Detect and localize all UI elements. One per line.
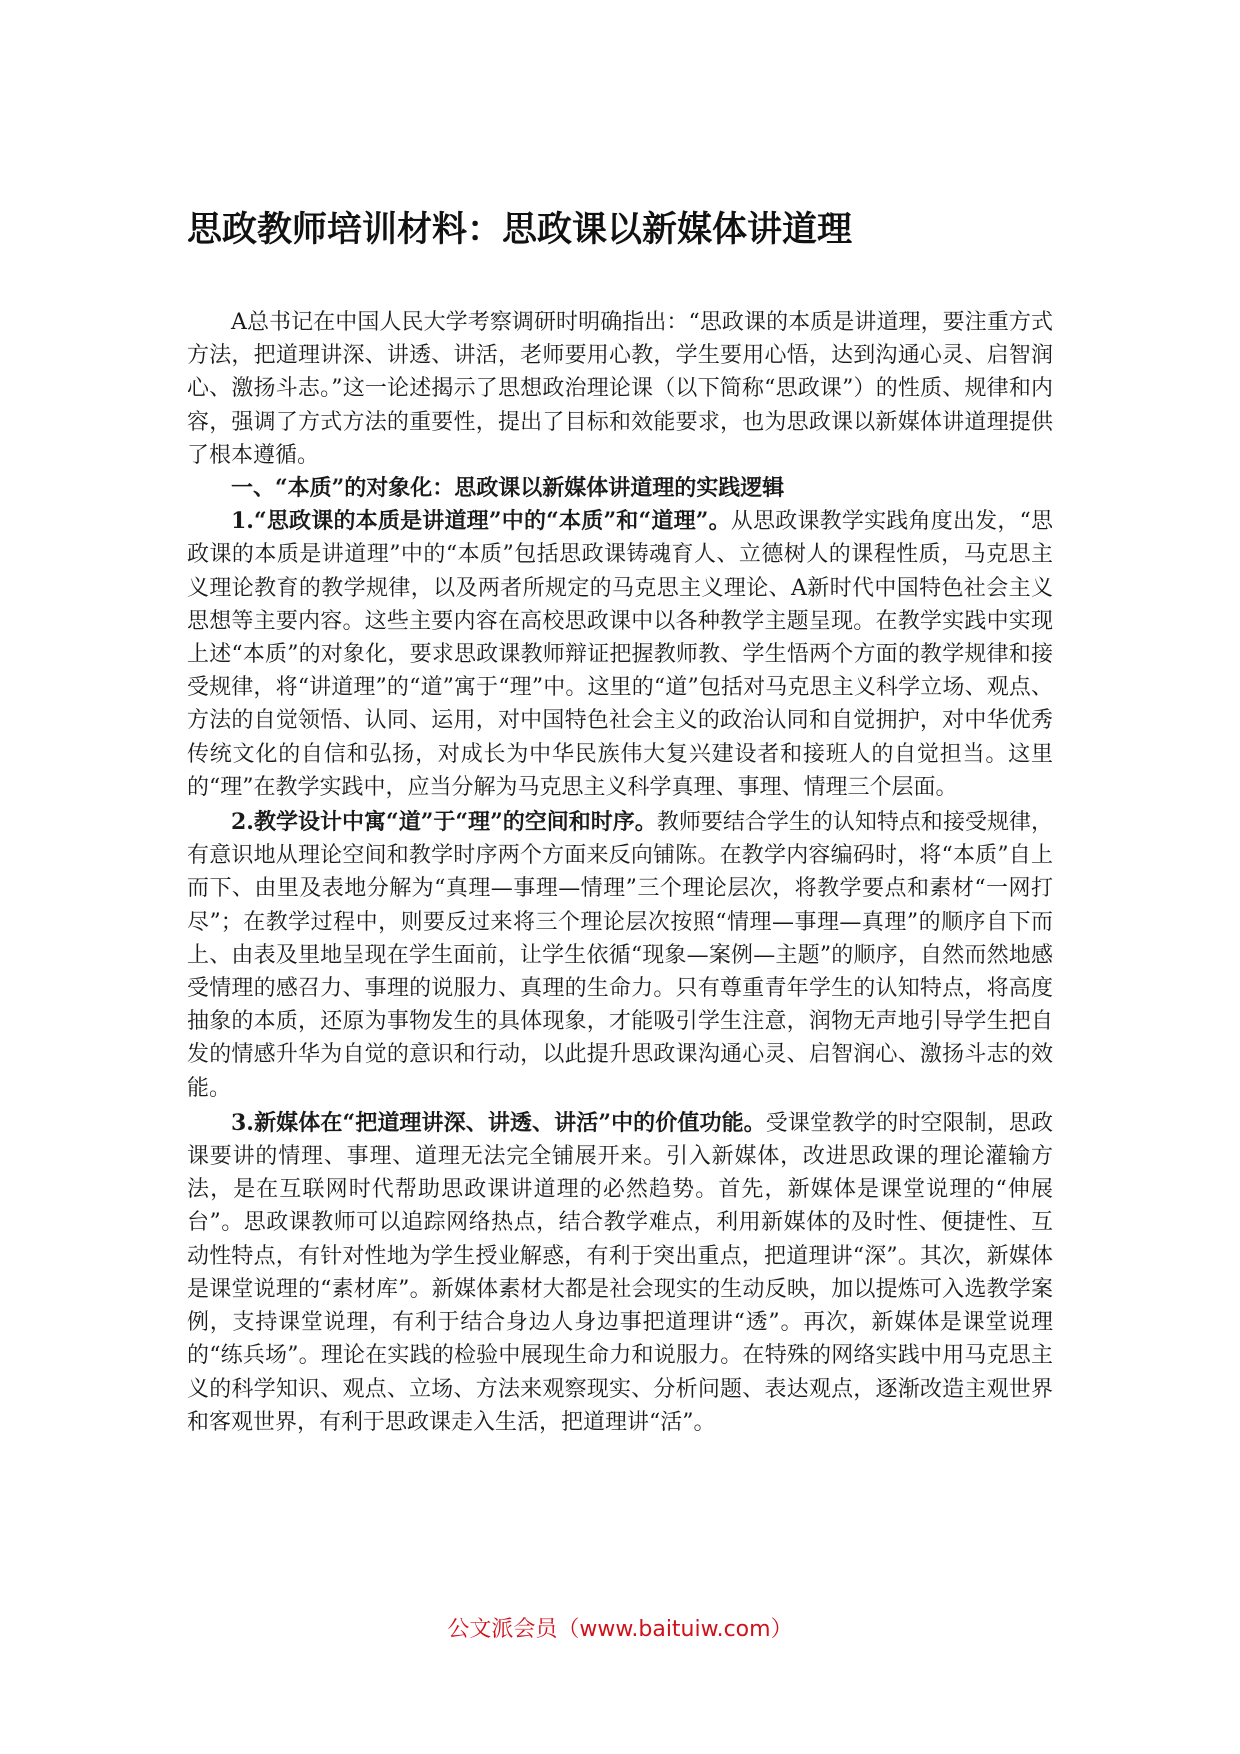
document-title: 思政教师培训材料：思政课以新媒体讲道理: [187, 210, 853, 250]
document-body: [187, 306, 1053, 1439]
paragraph-3-text: 受课堂教学的时空限制，思政课要讲的情理、事理、道理无法完全铺展开来。引入新媒体，改进思政课的理论灌输方法，是在互联网时代帮助思政课讲道理的必然趋势。首先，新媒体是课堂说理的“伸展台”。思政课教师可以追踪网络热点，结合教学难点，利用新媒体的及时性、便捷性、互动性特点，有针对性地为学生授业解惑，有利于突出重点，把道理讲“深”。其次，新媒体是课堂说理的“素材库”。新媒体素材大都是社会现实的生动反映，加以提炼可入选教学案例，支持课堂说理，有利于结合身边人身边事把道理讲“透”。再次，新媒体是课堂说理的“练兵场”。理论在实践的检验中展现生命力和说服力。在特殊的网络实践中用马克思主义的科学知识、观点、立场、方法来观察现实、分析问题、表达观点，逐渐改造主观世界和客观世界，有利于思政课走入生活，把道理讲“活”。: [187, 1110, 1053, 1435]
paragraph-2-lead: 2.教学设计中寓“道”于“理”的空间和时序。: [231, 809, 657, 836]
paragraph-2: [187, 806, 1053, 1105]
footer-watermark: [0, 1615, 1240, 1645]
intro-paragraph: A总书记在中国人民大学考察调研时明确指出：“思政课的本质是讲道理，要注重方式方法，把道理讲深、讲透、讲活，老师要用心教，学生要用心悟，达到沟通心灵、启智润心、激扬斗志。”这一论述揭示了思想政治理论课（以下简称“思政课”）的性质、规律和内容，强调了方式方法的重要性，提出了目标和效能要求，也为思政课以新媒体讲道理提供了根本遵循。: [187, 310, 1053, 468]
paragraph-3: [187, 1107, 1053, 1439]
footer-text: 公文派会员（www.baituiw.com）: [447, 1617, 793, 1642]
paragraph-2-text: 教师要结合学生的认知特点和接受规律，有意识地从理论空间和教学时序两个方面来反向铺陈。在教学内容编码时，将“本质”自上而下、由里及表地分解为“真理—事理—情理”三个理论层次，将教学要点和素材“一网打尽”；在教学过程中，则要反过来将三个理论层次按照“情理—事理—真理”的顺序自下而上、由表及里地呈现在学生面前，让学生依循“现象—案例—主题”的顺序，自然而然地感受情理的感召力、事理的说服力、真理的生命力。只有尊重青年学生的认知特点，将高度抽象的本质，还原为事物发生的具体现象，才能吸引学生注意，润物无声地引导学生把自发的情感升华为自觉的意识和行动，以此提升思政课沟通心灵、启智润心、激扬斗志的效能。: [187, 810, 1053, 1101]
section-heading: 一、“本质”的对象化：思政课以新媒体讲道理的实践逻辑: [231, 475, 785, 502]
paragraph-1-text: 从思政课教学实践角度出发，“思政课的本质是讲道理”中的“本质”包括思政课铸魂育人、立德树人的课程性质，马克思主义理论教育的教学规律，以及两者所规定的马克思主义理论、A新时代中国特色社会主义思想等主要内容。这些主要内容在高校思政课中以各种教学主题呈现。在教学实践中实现上述“本质”的对象化，要求思政课教师辩证把握教师教、学生悟两个方面的教学规律和接受规律，将“讲道理”的“道”寓于“理”中。这里的“道”包括对马克思主义科学立场、观点、方法的自觉领悟、认同、运用，对中国特色社会主义的政治认同和自觉拥护，对中华优秀传统文化的自信和弘扬，对成长为中华民族伟大复兴建设者和接班人的自觉担当。这里的“理”在教学实践中，应当分解为马克思主义科学真理、事理、情理三个层面。: [187, 509, 1053, 800]
paragraph-1-lead: 1.“思政课的本质是讲道理”中的“本质”和“道理”。: [231, 508, 731, 535]
paragraph-3-lead: 3.新媒体在“把道理讲深、讲透、讲活”中的价值功能。: [231, 1109, 766, 1136]
paragraph-1: [187, 505, 1053, 804]
